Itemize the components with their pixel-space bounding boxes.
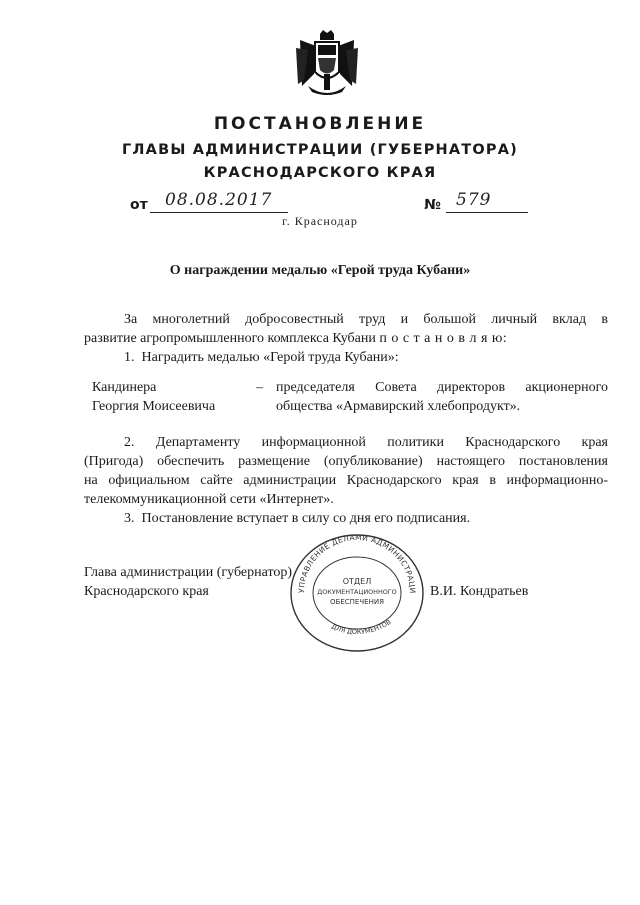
stamp-center-line1: ОТДЕЛ bbox=[342, 577, 372, 586]
signatory-role-line2: Краснодарского края bbox=[84, 584, 209, 599]
svg-text:ДЛЯ ДОКУМЕНТОВ bbox=[330, 618, 392, 636]
signatory-role-line1: Глава администрации (губернатор) bbox=[84, 565, 293, 580]
coat-of-arms-emblem bbox=[296, 30, 358, 98]
stamp-ring-text: УПРАВЛЕНИЕ ДЕЛАМИ АДМИНИСТРАЦИ bbox=[296, 532, 418, 594]
item-2-line2: (Пригода) обеспечить размещение (опубликование) настоящего постановления bbox=[84, 454, 608, 469]
date-label: от bbox=[130, 197, 148, 213]
item-2-line4: телекоммуникационной сети «Интернет». bbox=[84, 492, 334, 507]
item-1: 1. Наградить медалью «Герой труда Кубани»: bbox=[124, 350, 399, 365]
item-2-line3: на официальном сайте администрации Краснодарского края в информационно- bbox=[84, 473, 608, 488]
stamp-bottom-text: ДЛЯ ДОКУМЕНТОВ bbox=[330, 617, 393, 637]
intro-text: развитие агропромышленного комплекса Кубани bbox=[84, 331, 376, 346]
awardee-name-line1: Кандинера bbox=[92, 380, 157, 395]
number-underline bbox=[446, 212, 528, 213]
item-2-line1: 2. Департаменту информационной политики Краснодарского края bbox=[124, 435, 608, 450]
stamp-center-line2: ДОКУМЕНТАЦИОННОГО bbox=[317, 588, 397, 596]
item-3: 3. Постановление вступает в силу со дня его подписания. bbox=[124, 511, 471, 526]
city-label: г. Краснодар bbox=[282, 214, 358, 228]
document-title: О награждении медалью «Герой труда Кубани» bbox=[169, 263, 471, 278]
document-type-heading: ПОСТАНОВЛЕНИЕ bbox=[213, 114, 427, 134]
issuer-heading-line2: КРАСНОДАРСКОГО КРАЯ bbox=[203, 165, 437, 181]
intro-line-2 bbox=[84, 329, 614, 348]
awardee-name-line2: Георгия Моисеевича bbox=[92, 399, 216, 414]
intro-line-1: За многолетний добросовестный труд и большой личный вклад в bbox=[124, 312, 608, 327]
awardee-position-line2: общества «Армавирский хлебопродукт». bbox=[276, 399, 521, 414]
number-value: 579 bbox=[456, 190, 492, 210]
signatory-name: В.И. Кондратьев bbox=[430, 584, 529, 599]
number-label: № bbox=[424, 197, 441, 213]
resolve-word: п о с т а н о в л я ю: bbox=[379, 331, 508, 346]
date-value: 08.08.2017 bbox=[165, 190, 273, 210]
official-stamp bbox=[288, 532, 426, 654]
awardee-dash: – bbox=[256, 380, 263, 395]
awardee-position-line1: председателя Совета директоров акционерного bbox=[276, 380, 608, 395]
issuer-heading-line1: ГЛАВЫ АДМИНИСТРАЦИИ (ГУБЕРНАТОРА) bbox=[121, 142, 519, 158]
date-underline bbox=[150, 212, 288, 213]
stamp-center-line3: ОБЕСПЕЧЕНИЯ bbox=[330, 598, 384, 606]
